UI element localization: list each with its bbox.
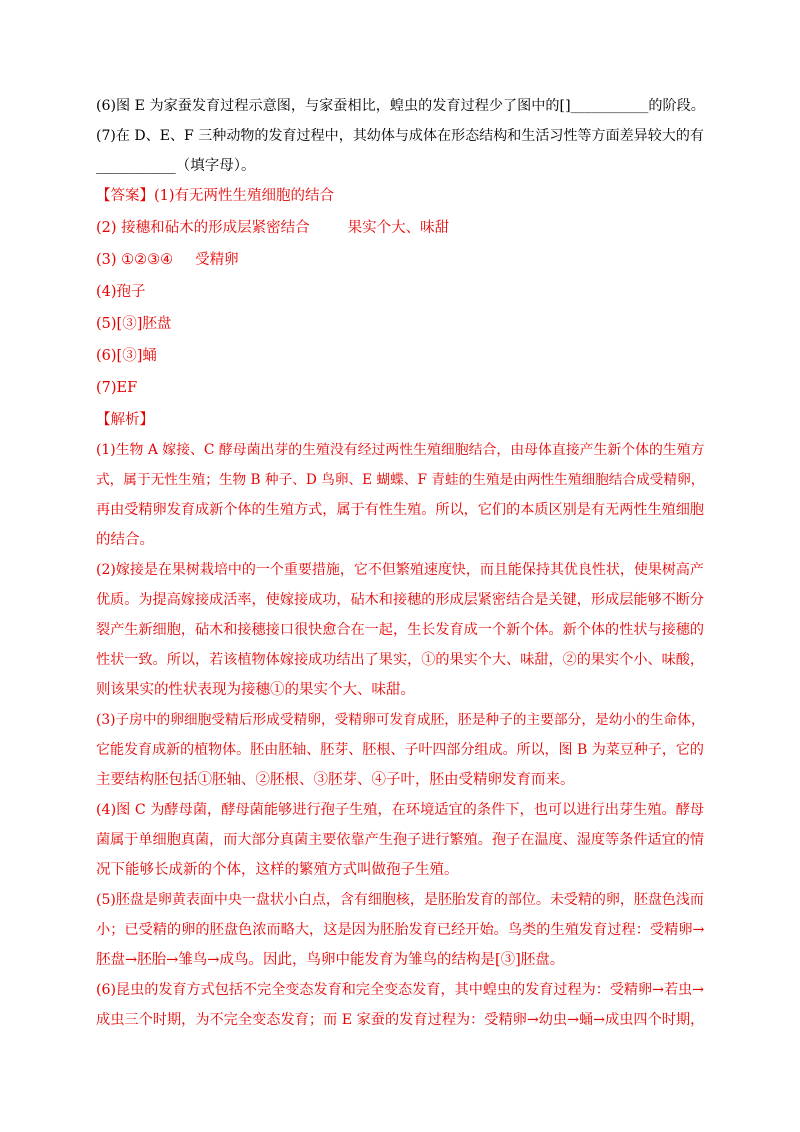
answer-1: (1)有无两性生殖细胞的结合 bbox=[154, 188, 335, 204]
question-7-line-1: (7)在 D、E、F 三种动物的发育过程中，其幼体与成体在形态结构和生活习性等方面差异较大的有 bbox=[96, 128, 704, 144]
analysis-p4-line-1: (4)图 C 为酵母菌，酵母菌能够进行孢子生殖，在环境适宜的条件下，也可以进行出芽生殖。酵母 bbox=[96, 802, 705, 818]
analysis-p3-line-3: 主要结构胚包括①胚轴、②胚根、③胚芽、④子叶，胚由受精卵发育而来。 bbox=[96, 772, 575, 788]
analysis-p4-line-3: 况下能够长成新的个体，这样的繁殖方式叫做孢子生殖。 bbox=[96, 862, 459, 878]
answer-2-part-2: 果实个大、味甜 bbox=[347, 220, 450, 236]
analysis-p1-line-2: 式，属于无性生殖；生物 B 种子、D 鸟卵、E 蝴蝶、F 青蛙的生殖是由两性生殖细胞结合成受精卵， bbox=[96, 472, 705, 488]
answer-5: (5)[③]胚盘 bbox=[96, 316, 172, 332]
answer-2-part-1: (2) 接穗和砧木的形成层紧密结合 bbox=[96, 220, 310, 236]
analysis-p5-line-2: 小；已受精的卵的胚盘色浓而略大，这是因为胚胎发育已经开始。鸟类的生殖发育过程：受精卵→ bbox=[96, 922, 705, 938]
analysis-label: 【解析】 bbox=[96, 412, 154, 428]
analysis-p2-line-5: 则该果实的性状表现为接穗①的果实个大、味甜。 bbox=[96, 682, 415, 698]
analysis-p2-line-4: 性状一致。所以，若该植物体嫁接成功结出了果实，①的果实个大、味甜，②的果实个小、味酸， bbox=[96, 652, 705, 668]
question-7-line-2: ___________（填字母）。 bbox=[96, 158, 256, 174]
analysis-p1-line-4: 的结合。 bbox=[96, 532, 154, 548]
answer-line-1 bbox=[96, 186, 334, 206]
question-6: (6)图 E 为家蚕发育过程示意图，与家蚕相比，蝗虫的发育过程少了图中的[]___________的阶段。 bbox=[96, 98, 705, 114]
answer-line-2 bbox=[96, 218, 449, 238]
analysis-p2-line-3: 裂产生新细胞，砧木和接穗接口很快愈合在一起，生长发育成一个新个体。新个体的性状与接穗的 bbox=[96, 622, 705, 638]
analysis-p3-line-2: 它能发育成新的植物体。胚由胚轴、胚芽、胚根、子叶四部分组成。所以，图 B 为菜豆种子，它的 bbox=[96, 742, 704, 758]
analysis-p3-line-1: (3)子房中的卵细胞受精后形成受精卵，受精卵可发育成胚，胚是种子的主要部分，是幼小的生命体， bbox=[96, 712, 705, 728]
analysis-p6-line-2: 成虫三个时期，为不完全变态发育；而 E 家蚕的发育过程为：受精卵→幼虫→蛹→成虫四个时期， bbox=[96, 1012, 705, 1028]
analysis-p1-line-1: (1)生物 A 嫁接、C 酵母菌出芽的生殖没有经过两性生殖细胞结合，由母体直接产生新个体的生殖方 bbox=[96, 442, 705, 458]
answer-6: (6)[③]蛹 bbox=[96, 348, 157, 364]
answer-line-3 bbox=[96, 250, 239, 270]
analysis-p6-line-1: (6)昆虫的发育方式包括不完全变态发育和完全变态发育，其中蝗虫的发育过程为：受精卵→若虫→ bbox=[96, 982, 705, 998]
analysis-p5-line-3: 胚盘→胚胎→雏鸟→成鸟。因此，鸟卵中能发育为雏鸟的结构是[③]胚盘。 bbox=[96, 952, 565, 968]
analysis-p1-line-3: 再由受精卵发育成新个体的生殖方式，属于有性生殖。所以，它们的本质区别是有无两性生殖细胞 bbox=[96, 502, 705, 518]
analysis-p2-line-1: (2)嫁接是在果树栽培中的一个重要措施，它不但繁殖速度快，而且能保持其优良性状，使果树高产 bbox=[96, 562, 704, 578]
analysis-p2-line-2: 优质。为提高嫁接成活率，使嫁接成功，砧木和接穗的形成层紧密结合是关键，形成层能够不断分 bbox=[96, 592, 705, 608]
answer-7: (7)EF bbox=[96, 380, 138, 396]
answer-label: 【答案】 bbox=[96, 188, 154, 204]
answer-3-part-1: (3) ①②③④ bbox=[96, 252, 174, 268]
answer-3-part-2: 受精卵 bbox=[195, 252, 239, 268]
answer-4: (4)孢子 bbox=[96, 284, 146, 300]
analysis-p4-line-2: 菌属于单细胞真菌，而大部分真菌主要依靠产生孢子进行繁殖。孢子在温度、湿度等条件适宜的情 bbox=[96, 832, 705, 848]
analysis-p5-line-1: (5)胚盘是卵黄表面中央一盘状小白点，含有细胞核，是胚胎发育的部位。未受精的卵，胚盘色浅而 bbox=[96, 892, 704, 908]
